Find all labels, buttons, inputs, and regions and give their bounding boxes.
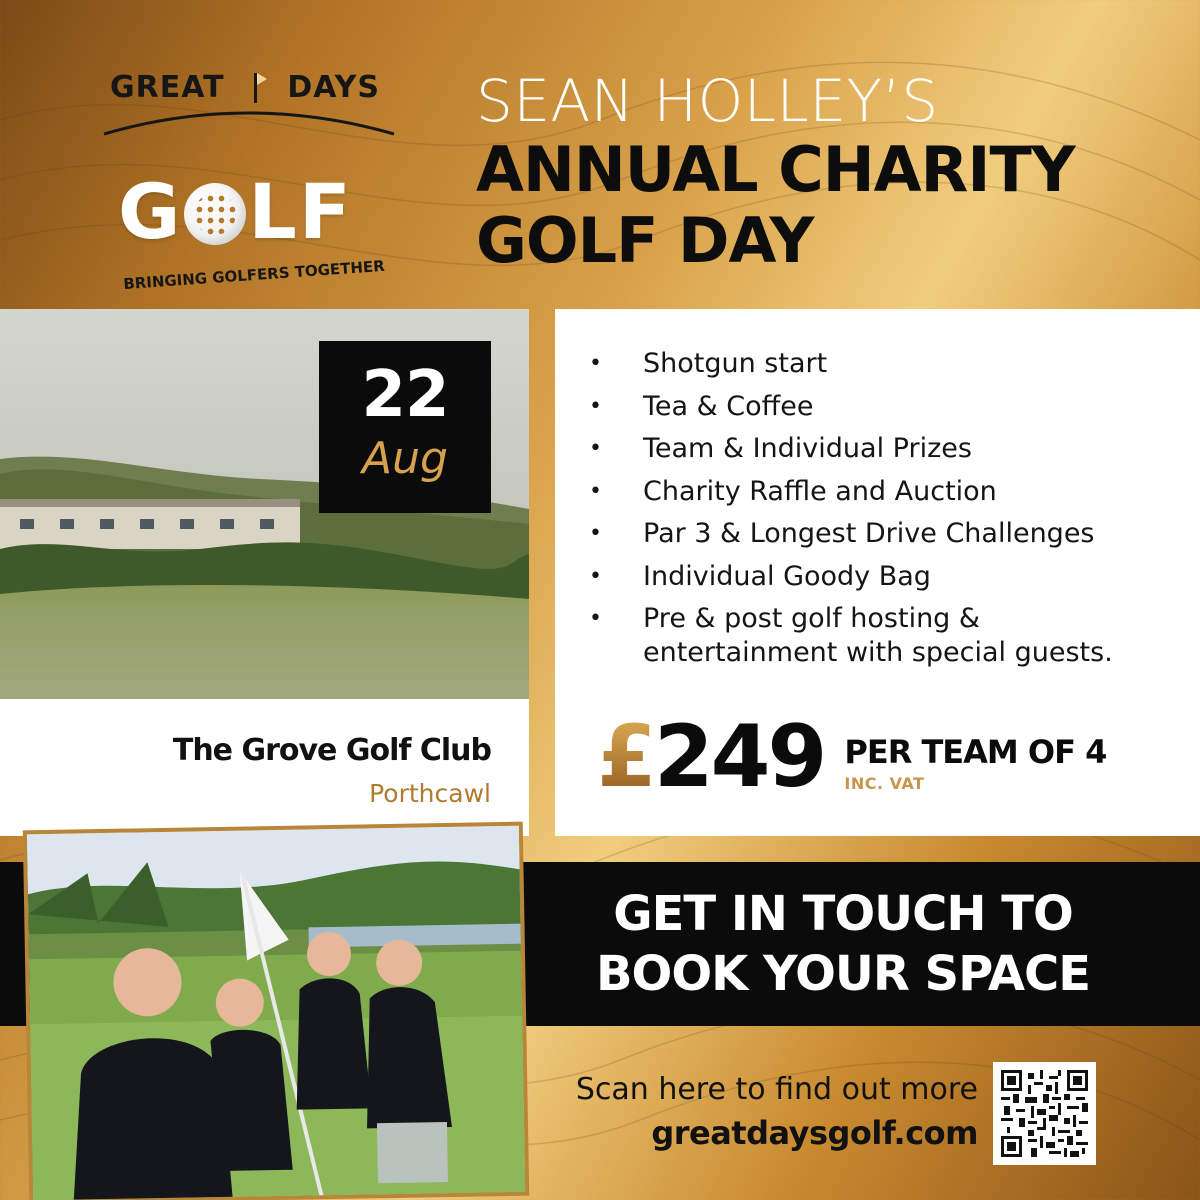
- booking-call-to-action: [548, 884, 1138, 1004]
- venue-name: The Grove Golf Club: [172, 733, 491, 768]
- title-line-2: GOLF DAY: [476, 203, 814, 277]
- venue-caption: [0, 699, 529, 836]
- price-per-team: PER TEAM OF 4: [844, 733, 1107, 771]
- logo-golf-g: G: [118, 167, 183, 256]
- price-value: 249: [653, 707, 825, 807]
- price-details: [844, 733, 1107, 793]
- logo-tagline: BRINGING GOLFERS TOGETHER: [122, 256, 386, 294]
- list-item: • Par 3 & Longest Drive Challenges: [589, 517, 1149, 551]
- group-photo-illustration: [27, 826, 529, 1200]
- brand-logo: [98, 62, 408, 294]
- title-line-1: ANNUAL CHARITY: [476, 133, 1075, 206]
- list-item: • Individual Goody Bag: [589, 560, 1149, 594]
- event-day: 22: [361, 358, 449, 432]
- group-photo: [23, 822, 529, 1200]
- list-item: • Team & Individual Prizes: [589, 432, 1149, 466]
- cta-line-1: GET IN TOUCH TO: [613, 886, 1073, 942]
- event-details-panel: [555, 309, 1200, 836]
- event-title: [476, 67, 1176, 277]
- logo-word-days: DAYS: [287, 70, 380, 105]
- event-month: Aug: [362, 433, 448, 484]
- logo-word-great: GREAT: [110, 70, 225, 105]
- feature-list: [589, 347, 1149, 679]
- list-item: • Charity Raffle and Auction: [589, 475, 1149, 509]
- list-item: • Shotgun start: [589, 347, 1149, 381]
- logo-arc: [98, 98, 398, 138]
- venue-town: Porthcawl: [369, 779, 491, 808]
- website-link[interactable]: greatdaysgolf.com: [651, 1114, 978, 1152]
- title-organiser: SEAN HOLLEY’S: [476, 67, 939, 135]
- event-date-badge: [319, 341, 491, 513]
- golf-ball-icon: [184, 183, 246, 245]
- list-item: • Pre & post golf hosting & entertainment with special guests.: [589, 602, 1149, 670]
- logo-golf-lf: LF: [248, 167, 353, 256]
- cta-line-2: BOOK YOUR SPACE: [595, 946, 1091, 1002]
- qr-code-icon[interactable]: [993, 1062, 1096, 1165]
- qr-code-pattern: [1001, 1070, 1088, 1157]
- venue-panel: [0, 309, 529, 836]
- scan-prompt: Scan here to find out more: [575, 1072, 978, 1107]
- price-amount: [597, 707, 825, 807]
- price-row: [597, 707, 1107, 807]
- logo-golf-word: [118, 167, 378, 256]
- price-currency: £: [597, 707, 654, 807]
- list-item: • Tea & Coffee: [589, 390, 1149, 424]
- price-vat-note: INC. VAT: [844, 774, 925, 793]
